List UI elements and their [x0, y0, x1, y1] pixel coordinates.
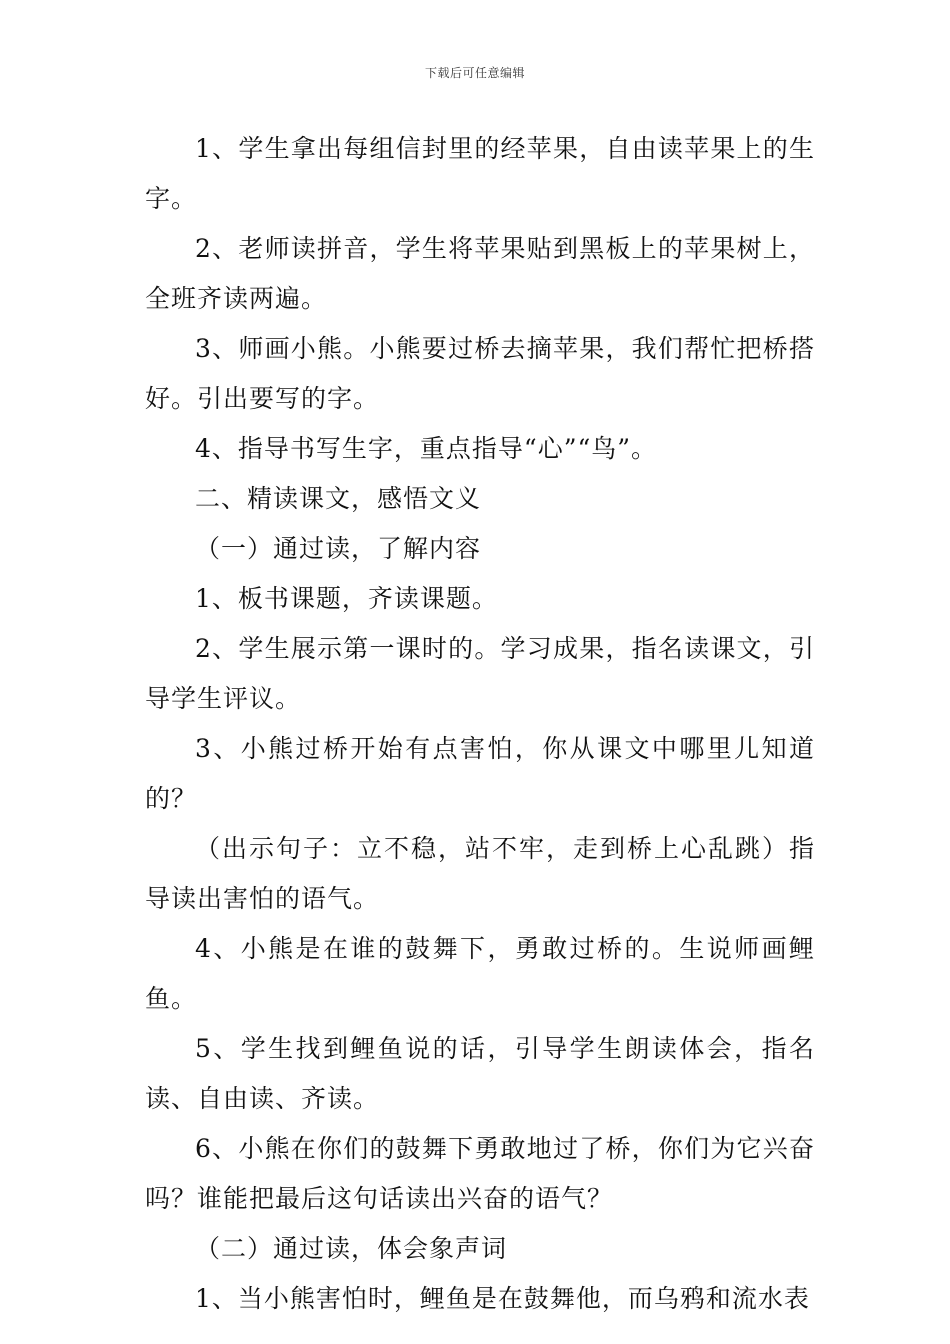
paragraph: 1、当小熊害怕时，鲤鱼是在鼓舞他，而乌鸦和流水表	[195, 1284, 810, 1313]
paragraph: 2、学生展示第一课时的。学习成果，指名读课文，引导学生评议。	[145, 634, 815, 713]
section-heading: 二、精读课文，感悟文义	[195, 484, 482, 513]
subsection-heading: （一）通过读，了解内容	[195, 534, 482, 563]
paragraph: 5、学生找到鲤鱼说的话，引导学生朗读体会，指名读、自由读、齐读。	[145, 1034, 815, 1113]
paragraph: 6、小熊在你们的鼓舞下勇敢地过了桥，你们为它兴奋吗？谁能把最后这句话读出兴奋的语气？	[145, 1134, 815, 1213]
paragraph: 1、板书课题，齐读课题。	[195, 584, 498, 613]
paragraph: 1、学生拿出每组信封里的经苹果，自由读苹果上的生字。	[145, 134, 815, 213]
document-body	[145, 124, 815, 1324]
paragraph: 4、小熊是在谁的鼓舞下，勇敢过桥的。生说师画鲤鱼。	[145, 934, 815, 1013]
subsection-heading: （二）通过读，体会象声词	[195, 1234, 508, 1263]
paragraph: 2、老师读拼音，学生将苹果贴到黑板上的苹果树上，全班齐读两遍。	[145, 234, 815, 313]
paragraph: 3、师画小熊。小熊要过桥去摘苹果，我们帮忙把桥搭好。引出要写的字。	[145, 334, 815, 413]
page-header: 下载后可任意编辑	[424, 66, 525, 80]
paragraph: 4、指导书写生字，重点指导“心”“鸟”。	[195, 434, 658, 463]
paragraph: 3、小熊过桥开始有点害怕，你从课文中哪里儿知道的？	[145, 734, 815, 813]
paragraph: （出示句子：立不稳，站不牢，走到桥上心乱跳）指导读出害怕的语气。	[145, 834, 815, 913]
